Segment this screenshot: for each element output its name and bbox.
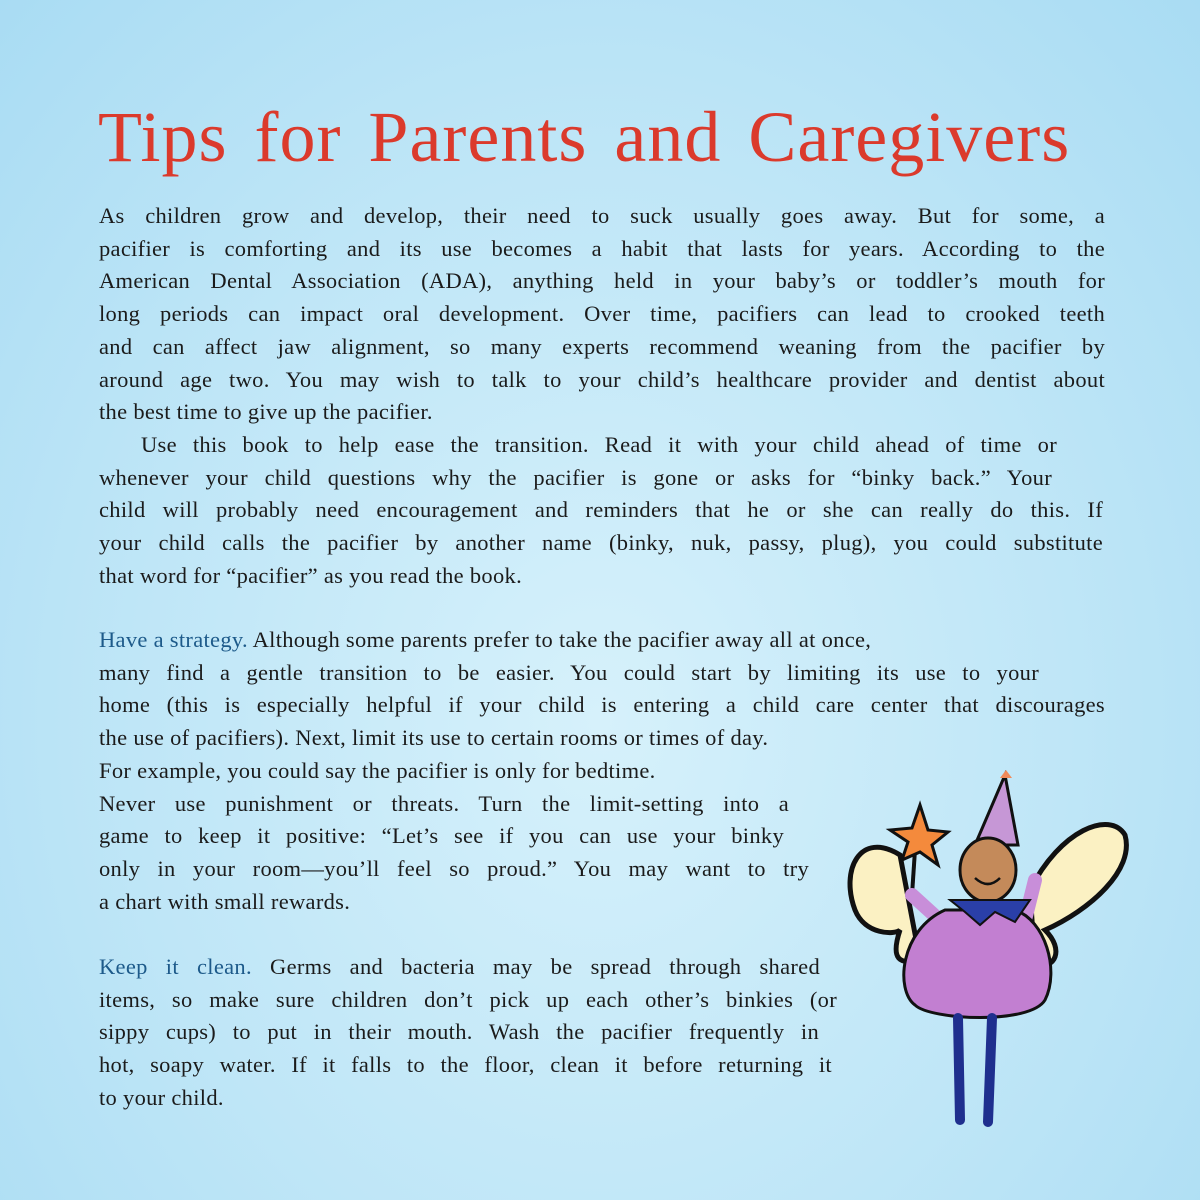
text-line: that word for “pacifier” as you read the book. — [99, 562, 523, 588]
text-line — [99, 624, 1105, 657]
text-line: game to keep it positive: “Let’s see if you can use your binky — [99, 823, 784, 849]
text-line: items, so make sure children don’t pick up each other’s binkies (or — [99, 986, 837, 1012]
clean-heading: Keep it clean. — [99, 954, 252, 979]
text-line: hot, soapy water. If it falls to the floor, clean it before returning it — [99, 1052, 832, 1078]
text-line: child will probably need encouragement and reminders that he or she can really do this. If — [99, 497, 1103, 523]
text-line: As children grow and develop, their need to suck usually goes away. But for some, a — [99, 203, 1105, 228]
text-line: American Dental Association (ADA), anything held in your baby’s or toddler’s mouth for — [99, 268, 1105, 294]
text-line: For example, you could say the pacifier is only for bedtime. — [99, 757, 656, 783]
text-line: and can affect jaw alignment, so many experts recommend weaning from the pacifier by — [99, 333, 1105, 359]
text-line: many find a gentle transition to be easier. You could start by limiting its use to your — [99, 659, 1039, 685]
hat-icon — [975, 775, 1018, 845]
face-icon — [960, 838, 1016, 902]
text-line: your child calls the pacifier by another name (binky, nuk, passy, plug), you could substitute — [99, 530, 1103, 556]
text-run: Although some parents prefer to take the pacifier away all at once, — [247, 627, 872, 652]
text-line — [99, 951, 820, 984]
intro-paragraph — [99, 200, 1105, 429]
tooth-fairy-illustration — [840, 760, 1140, 1140]
text-run: Germs and bacteria may be spread through shared — [251, 954, 820, 979]
text-line: pacifier is comforting and its use becomes a habit that lasts for years. According to the — [99, 235, 1105, 261]
text-line: whenever your child questions why the pacifier is gone or asks for “binky back.” Your — [99, 464, 1052, 490]
text-line: Never use punishment or threats. Turn the limit-setting into a — [99, 790, 789, 816]
strategy-heading: Have a strategy. — [99, 627, 248, 652]
text-line: the best time to give up the pacifier. — [99, 399, 433, 425]
page-title: Tips for Parents and Caregivers — [98, 97, 1071, 177]
text-line: Use this book to help ease the transition. Read it with your child ahead of time or — [141, 432, 1057, 457]
text-line: sippy cups) to put in their mouth. Wash the pacifier frequently in — [99, 1019, 819, 1045]
text-line: to your child. — [99, 1084, 224, 1110]
text-line: home (this is especially helpful if your child is entering a child care center that discourages — [99, 692, 1105, 718]
text-line: long periods can impact oral development. Over time, pacifiers can lead to crooked teeth — [99, 301, 1105, 327]
clean-section — [99, 951, 839, 1115]
dress-icon — [904, 910, 1051, 1018]
text-line: around age two. You may wish to talk to your child’s healthcare provider and dentist about — [99, 366, 1105, 392]
text-line: only in your room—you’ll feel so proud.” You may want to try — [99, 855, 809, 881]
text-line: a chart with small rewards. — [99, 888, 351, 914]
legs — [958, 1018, 992, 1122]
use-book-paragraph — [99, 429, 1103, 593]
text-line: the use of pacifiers). Next, limit its use to certain rooms or times of day. — [99, 725, 769, 751]
